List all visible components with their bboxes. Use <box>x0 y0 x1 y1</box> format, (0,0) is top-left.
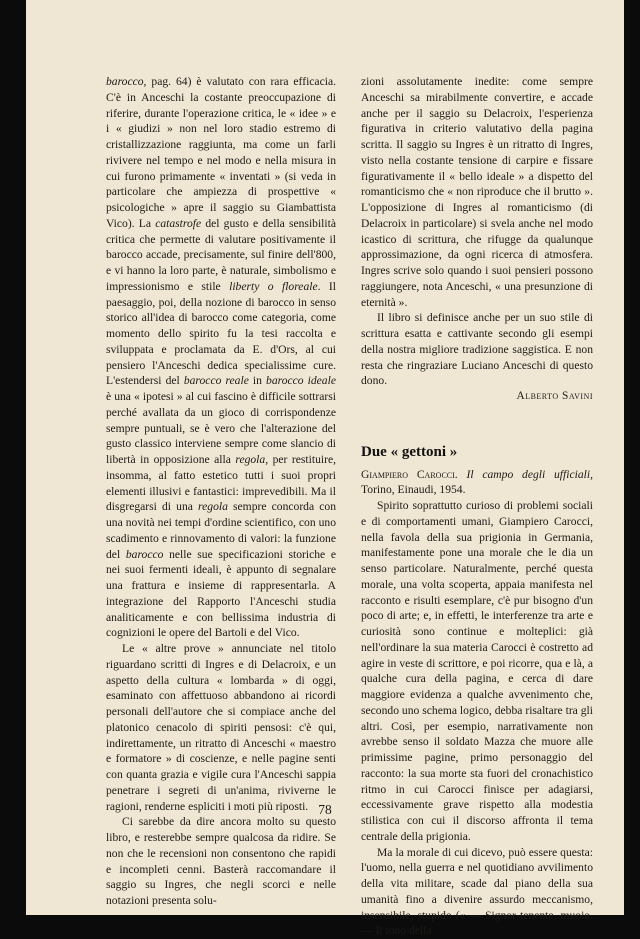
paragraph: barocco, pag. 64) è valutato con rara efficacia. C'è in Anceschi la costante preoccupazione di riferire, durante l'operazione critica, le « idee » e i « giudizi » non nel loro stadio estremo di cristallizzazione raggiunta, ma come un farli rivivere nel tempo e nel modo e nella misura in cui furono primamente « inventati » (si veda in particolare che ampiezza di prospettive « psicologiche » apre il saggio su Giambattista Vico). La catastrofe del gusto e della sensibilità critica che permette di valutare positivamente il barocco accade, precisamente, sul finire dell'800, e vi hanno la loro parte, è naturale, simbolismo e impressionismo e stile liberty o floreale. Il paesaggio, poi, della nozione di barocco in senso storico all'idea di barocco come categoria, come momento dello spirito fu la tesi raccolta e sviluppata e proclamata da E. d'Ors, al cui pensiero l'Anceschi dedica specialissime cure. L'estendersi del barocco reale in barocco ideale è una « ipotesi » al cui fascino è difficile sottrarsi perché avallata da un gioco di corrispondenze sempre puntuali, se è vero che l'alterazione del gusto classico interviene sempre come slancio di libertà in opposizione alla regola, per restituire, insomma, al fatto estetico tutti i suoi propri elementi illusivi e fantastici: imprevedibili. Ma il disgregarsi di una regola sempre concorda con una novità nei tempi d'ordine scientifico, con uno scadimento e rinnovamento di valori: la funzione del barocco nelle sue specificazioni storiche e nei suoi fermenti ideali, è appunto di segnalare una frattura e insieme di rappresentarla. A integrazione del Rapporto l'Anceschi studia analiticamente e con bellissima industria di cognizioni le opere del Bartoli e del Vico. <box>106 74 336 641</box>
paragraph: zioni assolutamente inedite: come sempre Anceschi sa mirabilmente convertire, e accade anche per il saggio su Delacroix, l'esperienza figurativa in criterio valutativo della pagina scritta. Il saggio su Ingres è un ritratto di Ingres, visto nella costante tensione di carpire e fissare figurativamente il « bello ideale » a dispetto del romanticismo che « non riproduce che il brutto ». L'opposizione di Ingres al romanticismo (di Delacroix in particolare) si svela anche nel modo icastico di scrittura, che rifugge da qualunque approssimazione, da ogni ricerca di atmosfera. Ingres scrive solo quando i suoi pensieri possono raggiungere, nota Anceschi, « una presunzione di eternità ». <box>361 74 593 310</box>
left-column <box>106 74 336 909</box>
paragraph: Ma la morale di cui dicevo, può essere questa: l'uomo, nella guerra e nel quotidiano avvilimento della vita militare, scade dal piano della sua umanità fino a divenire assurdo meccanismo, insensibile, stupido (« — Signor tenente, muoio. — Il tono della <box>361 845 593 939</box>
paragraph: Le « altre prove » annunciate nel titolo riguardano scritti di Ingres e di Delacroix, e un aspetto della cultura « lombarda » di oggi, esaminato con affettuoso abbandono ai ricordi personali dell'autore che si compiace anche del platonico cenacolo di spiriti pensosi: c'è qui, indirettamente, un ritratto di Anceschi « maestro e formatore » di coscienze, e nelle pagine senti con quanta grazia e vigile cura l'Anceschi sappia penetrare i segreti di un'anima, riviverne le ragioni, renderne espliciti i moti più riposti. <box>106 641 336 814</box>
paragraph: Il libro si definisce anche per un suo stile di scrittura esatta e cattivante secondo gli esempi della nostra migliore tradizione saggistica. E non resta che ringraziare Luciano Anceschi di questo dono. <box>361 310 593 389</box>
paragraph: Spirito soprattutto curioso di problemi sociali e di comportamenti umani, Giampiero Carocci, nella favola della sua prigionia in Germania, manifestamente pone una morale che le dia un senso particolare. Naturalmente, perché questa morale, una volta scoperta, appaia manifesta nel racconto e risulti esemplare, c'è pur bisogno d'un poco di arte; e, in effetti, le interferenze tra arte e curiosità sono continue e molteplici: già nell'ordinare la sua materia Carocci è costretto ad agire in veste di scrittore, e poi ricorre, qua e là, a qualche cura della pagina, e cerca di dare maggiore evidenza a qualche avvenimento che, secondo uno schema logico, debba risaltare tra gli altri. Così, per esempio, narrativamente non avrebbe senso il soldato Mazza che muore alle primissime pagine, primo personaggio del racconto: la sua morte sta fuori del cronachistico ritmo in cui Carocci finisce per adagiarsi, eccessivamente grave rispetto alla modestia stilistica con cui il discorso affronta il tema centrale della prigionia. <box>361 498 593 845</box>
page-number: 78 <box>26 802 624 818</box>
bibliographic-reference: Giampiero Carocci. Il campo degli ufficiali, Torino, Einaudi, 1954. <box>361 467 593 499</box>
review-signature: Alberto Savini <box>361 389 593 405</box>
paragraph: Ci sarebbe da dire ancora molto su questo libro, e resterebbe sempre qualcosa da ridire. Se non che le recensioni non consentono che rapidi e incompleti cenni. Basterà raccomandare il saggio su Ingres, che negli scorci e nelle notazioni presenta solu- <box>106 814 336 909</box>
section-title: Due « gettoni » <box>361 445 593 461</box>
book-page <box>26 0 624 915</box>
